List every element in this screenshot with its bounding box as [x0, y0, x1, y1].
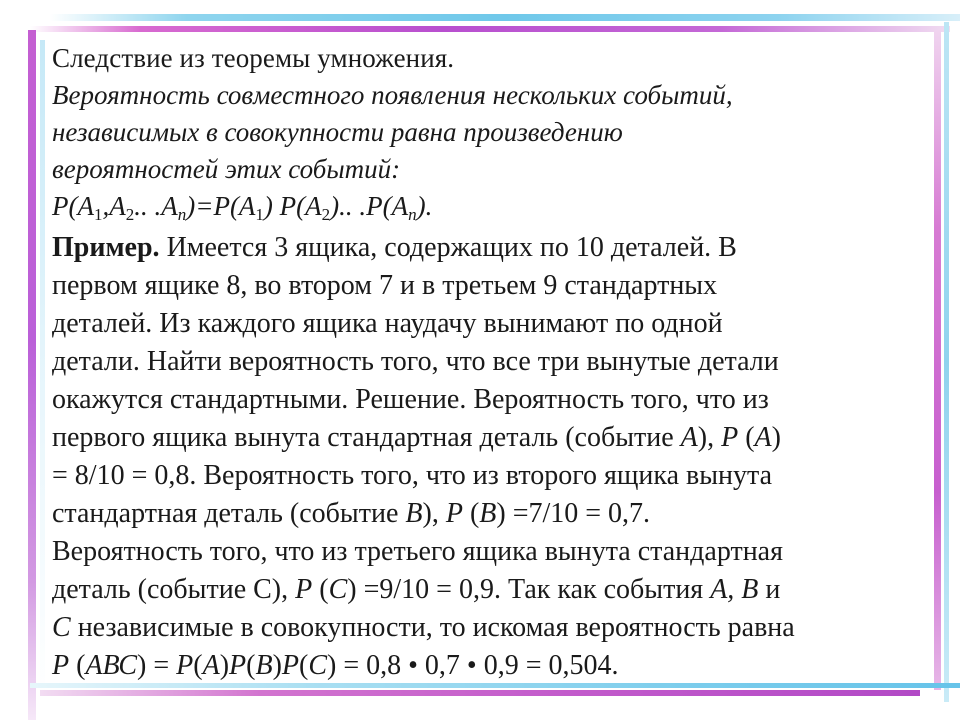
- event-symbol: А: [202, 650, 220, 681]
- frame-top-cyan-bar: [50, 14, 960, 21]
- example-text: ) =7/10 = 0,7.: [496, 498, 651, 529]
- probability-symbol: Р: [176, 650, 194, 681]
- example-line: [52, 609, 922, 647]
- theorem-statement: [52, 77, 922, 188]
- example-line: [52, 647, 922, 685]
- formula-part: )=P(A: [186, 191, 256, 221]
- example-block: [52, 229, 922, 685]
- example-line: [52, 495, 922, 533]
- frame-left-cyan-bar: [40, 40, 45, 700]
- example-line: [52, 419, 922, 457]
- formula-part: P(A: [52, 191, 94, 221]
- example-line: первом ящике 8, во втором 7 и в третьем 9 стандартных: [52, 270, 718, 301]
- formula-part: ).. .P(A: [330, 191, 409, 221]
- formula-subscript: 2: [125, 205, 135, 224]
- probability-symbol: Р: [281, 650, 299, 681]
- formula-subscript: 2: [321, 205, 331, 224]
- probability-symbol: Р: [52, 650, 70, 681]
- example-line: = 8/10 = 0,8. Вероятность того, что из второго ящика вынута: [52, 460, 773, 491]
- event-symbol: В: [255, 650, 273, 681]
- example-line: [52, 571, 922, 609]
- formula-part: ) P(A: [263, 191, 322, 221]
- example-text: ) = 0,8 • 0,7 • 0,9 = 0,504.: [327, 650, 619, 681]
- example-label: Пример.: [52, 232, 160, 263]
- theorem-line: вероятностей этих событий:: [52, 154, 401, 184]
- example-line: [52, 229, 922, 267]
- frame-right-pink-bar: [934, 30, 941, 690]
- example-line: детали. Найти вероятность того, что все три вынутые детали: [52, 346, 779, 377]
- example-text: (: [738, 422, 755, 453]
- example-text: первого ящика вынута стандартная деталь (событие: [52, 422, 681, 453]
- formula-subscript: n: [408, 205, 417, 224]
- slide-content: [52, 40, 922, 685]
- example-text: (: [69, 650, 86, 681]
- event-symbol: В: [405, 498, 423, 529]
- formula-part: ,A: [102, 191, 126, 221]
- probability-symbol: Р: [295, 574, 313, 605]
- example-text: и: [758, 574, 781, 605]
- example-text: ) =: [137, 650, 177, 681]
- example-text: ) =9/10 = 0,9. Так как события: [347, 574, 711, 605]
- probability-symbol: Р: [445, 498, 463, 529]
- probability-symbol: Р: [229, 650, 247, 681]
- frame-top-pink-bar: [30, 26, 950, 32]
- event-symbol: АВС: [85, 650, 138, 681]
- frame-bottom-pink-bar: [40, 690, 920, 696]
- example-text: (: [462, 498, 480, 529]
- example-text: ): [219, 650, 230, 681]
- example-text: ): [771, 422, 781, 453]
- example-text: (: [246, 650, 256, 681]
- multiplication-formula: [52, 188, 922, 225]
- example-line: Вероятность того, что из третьего ящика вынута стандартная: [52, 536, 783, 567]
- event-symbol: С: [308, 650, 328, 681]
- event-symbol: А, В: [710, 574, 759, 605]
- event-symbol: С: [328, 574, 348, 605]
- example-text: стандартная деталь (событие: [52, 498, 406, 529]
- formula-part: ).: [416, 191, 433, 221]
- example-text: (: [299, 650, 309, 681]
- example-text: независимые в совокупности, то искомая вероятность равна: [70, 612, 795, 643]
- frame-left-pink-bar: [28, 30, 36, 720]
- example-line: окажутся стандартными. Решение. Вероятность того, что из: [52, 384, 769, 415]
- example-text: ),: [422, 498, 446, 529]
- example-text: (: [193, 650, 203, 681]
- event-symbol: В: [479, 498, 497, 529]
- probability-symbol: Р: [721, 422, 739, 453]
- example-line: деталей. Из каждого ящика наудачу вынимают по одной: [52, 308, 723, 339]
- example-text: ): [272, 650, 282, 681]
- event-symbol: С: [52, 612, 71, 643]
- formula-subscript: 1: [255, 205, 264, 224]
- theorem-line: независимых в совокупности равна произведению: [52, 117, 623, 147]
- example-text: деталь (событие С),: [52, 574, 296, 605]
- formula-part: .. .A: [134, 191, 178, 221]
- event-symbol: А: [754, 422, 772, 453]
- example-text: (: [312, 574, 329, 605]
- formula-subscript: n: [177, 205, 187, 224]
- theorem-line: Вероятность совместного появления нескольких событий,: [52, 80, 733, 110]
- frame-right-cyan-bar: [944, 22, 949, 702]
- example-text: Имеется 3 ящика, содержащих по 10 деталей. В: [159, 232, 737, 263]
- slide-heading: Следствие из теоремы умножения.: [52, 43, 455, 73]
- event-symbol: А: [680, 422, 698, 453]
- formula-subscript: 1: [93, 205, 103, 224]
- example-text: ),: [697, 422, 722, 453]
